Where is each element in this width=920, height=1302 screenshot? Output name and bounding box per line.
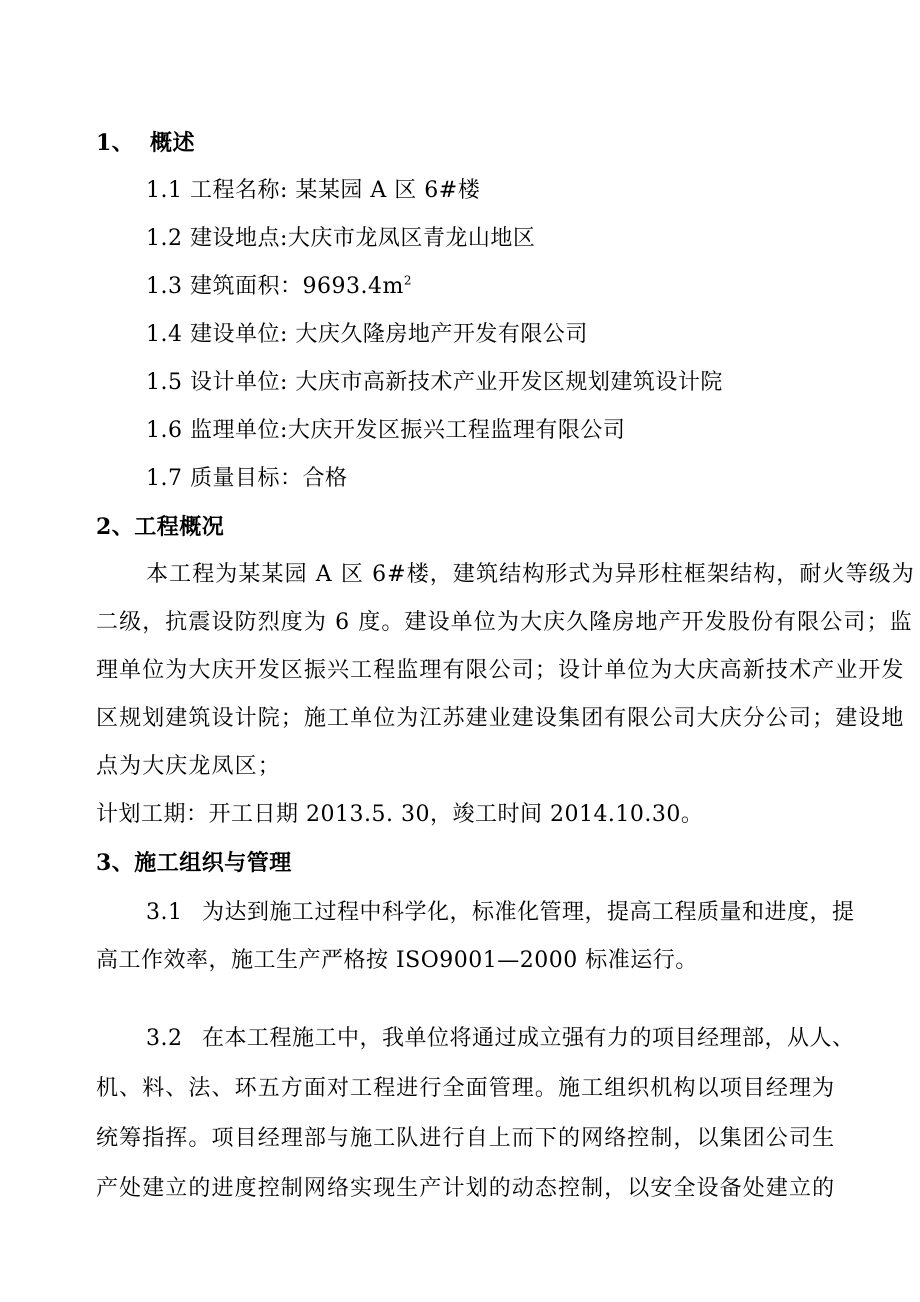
item-value: 大庆久隆房地产开发有限公司 [295, 322, 588, 347]
item-number: 1.3 [146, 274, 183, 299]
section-3-2-line: 机、料、法、环五方面对工程进行全面管理。施工组织机构以项目经理为 [96, 1076, 836, 1101]
overview-item-1-1 [146, 176, 480, 206]
item-number: 1.4 [146, 322, 183, 347]
section-1-heading [96, 128, 195, 158]
item-label: 建设地点: [190, 226, 288, 251]
section-2-paragraph-line: 本工程为某某园 A 区 6#楼，建筑结构形式为异形柱框架结构，耐火等级为 [146, 562, 915, 587]
item-number: 1.1 [146, 178, 183, 203]
paragraph-text: 在本工程施工中，我单位将通过成立强有力的项目经理部，从人、 [202, 1026, 855, 1051]
item-label: 质量目标： [190, 466, 303, 491]
item-label: 监理单位: [190, 418, 288, 443]
item-number: 1.7 [146, 466, 183, 491]
section-3-2-line: 产处建立的进度控制网络实现生产计划的动态控制，以安全设备处建立的 [96, 1176, 836, 1201]
item-value: 某某园 A 区 6#楼 [295, 178, 481, 203]
overview-item-1-5 [146, 368, 723, 398]
overview-item-1-3 [146, 272, 412, 302]
section-1-number: 1、 [96, 130, 135, 156]
item-value-superscript: 2 [403, 273, 412, 288]
schedule-line: 计划工期：开工日期 2013.5. 30，竣工时间 2014.10.30。 [96, 802, 704, 827]
overview-item-1-6 [146, 416, 625, 446]
section-2-paragraph-line: 二级，抗震设防烈度为 6 度。建设单位为大庆久隆房地产开发股份有限公司；监 [96, 610, 913, 635]
section-2-paragraph-line: 点为大庆龙凤区； [96, 754, 281, 779]
section-1-title: 概述 [150, 130, 196, 156]
item-value: 合格 [302, 466, 348, 491]
item-number: 1.6 [146, 418, 183, 443]
item-value: 大庆开发区振兴工程监理有限公司 [287, 418, 626, 443]
section-2-paragraph-line: 理单位为大庆开发区振兴工程监理有限公司；设计单位为大庆高新技术产业开发 [96, 658, 905, 683]
section-3-1-line: 高工作效率，施工生产严格按 ISO9001—2000 标准运行。 [96, 948, 698, 973]
overview-item-1-4 [146, 320, 588, 350]
item-number: 1.2 [146, 226, 183, 251]
overview-item-1-2 [146, 224, 535, 254]
item-label: 工程名称: [190, 178, 288, 203]
item-number: 1.5 [146, 370, 183, 395]
item-value: 大庆市高新技术产业开发区规划建筑设计院 [295, 370, 723, 395]
section-3-heading: 3、施工组织与管理 [96, 850, 292, 876]
section-3-2-line [146, 1024, 855, 1054]
item-label: 建设单位: [190, 322, 288, 347]
item-value: 大庆市龙凤区青龙山地区 [287, 226, 536, 251]
item-label: 建筑面积： [190, 274, 303, 299]
section-2-heading: 2、工程概况 [96, 514, 225, 540]
section-3-1-line [146, 898, 855, 928]
section-3-2-line: 统筹指挥。项目经理部与施工队进行自上而下的网络控制，以集团公司生 [96, 1126, 836, 1151]
section-2-paragraph-line: 区规划建筑设计院；施工单位为江苏建业建设集团有限公司大庆分公司；建设地 [96, 706, 905, 731]
paragraph-text: 为达到施工过程中科学化，标准化管理，提高工程质量和进度，提 [202, 900, 855, 925]
paragraph-number: 3.1 [146, 900, 183, 925]
overview-item-1-7 [146, 464, 348, 494]
item-label: 设计单位: [190, 370, 288, 395]
paragraph-number: 3.2 [146, 1026, 183, 1051]
item-value: 9693.4m [302, 274, 404, 299]
